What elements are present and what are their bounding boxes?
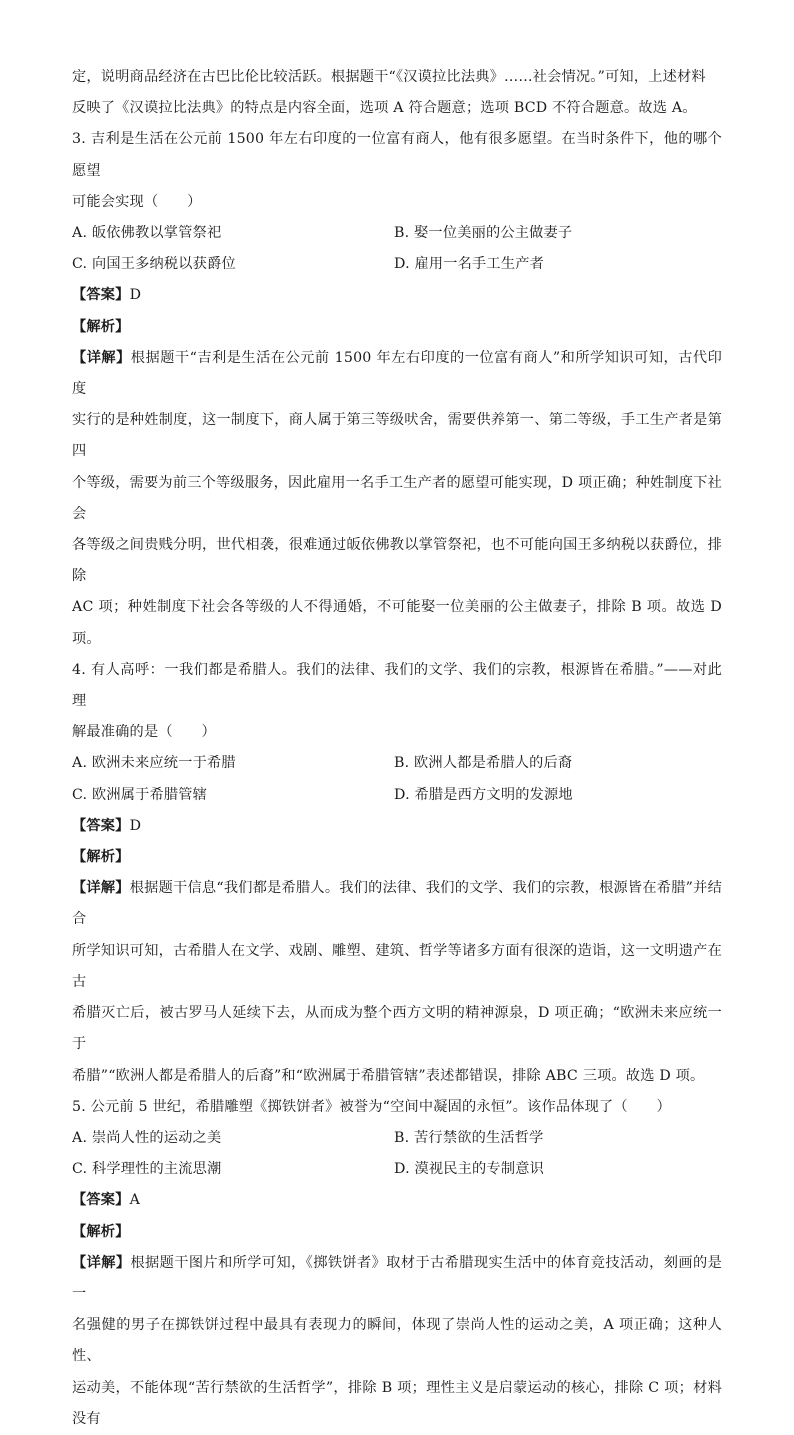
answer-value: D [129, 287, 142, 304]
detail-text: 根据题干信息“我们都是希腊人。我们的法律、我们的文学、我们的宗教，根源皆在希腊”并结合 [72, 880, 722, 928]
analysis-tag: 【解析】 [72, 1223, 130, 1240]
analysis-line [72, 1217, 722, 1248]
option-d: D. 雇用一名手工生产者 [394, 256, 544, 273]
detail-line: AC 项；种姓制度下社会各等级的人不得通婚，不可能娶一位美丽的公主做妻子，排除 B 项。故选 D 项。 [72, 599, 722, 647]
option-c: C. 向国王多纳税以获爵位 [72, 256, 236, 273]
question-stem: 5. 公元前 5 世纪，希腊雕塑《掷铁饼者》被誉为“空间中凝固的永恒”。该作品体现了（ ） [72, 1098, 671, 1115]
options-grid [72, 748, 722, 810]
question-stem: 可能会实现（ ） [72, 193, 202, 210]
intro-line: 定，说明商品经济在古巴比伦比较活跃。根据题干“《汉谟拉比法典》……社会情况。”可知，上述材料 [72, 69, 706, 85]
answer-line [72, 811, 722, 842]
question-stem: 3. 吉利是生活在公元前 1500 年左右印度的一位富有商人，他有很多愿望。在当时条件下，他的哪个愿望 [72, 131, 722, 179]
answer-tag: 【答案】 [72, 817, 130, 834]
option-d: D. 希腊是西方文明的发源地 [394, 786, 573, 803]
detail-line [72, 343, 722, 405]
detail-text: 根据题干图片和所学可知，《掷铁饼者》取材于古希腊现实生活中的体育竞技活动，刻画的是一 [72, 1254, 722, 1302]
detail-tag: 【详解】 [72, 880, 130, 897]
answer-value: D [129, 817, 142, 834]
question-stem: 解最准确的是（ ） [72, 724, 216, 741]
question-4 [72, 655, 722, 1092]
option-b: B. 欧洲人都是希腊人的后裔 [394, 755, 573, 772]
detail-line: 运动美，不能体现“苦行禁欲的生活哲学”，排除 B 项；理性主义是启蒙运动的核心，排除 C 项；材料没有 [72, 1379, 722, 1427]
detail-line: 希腊”“欧洲人都是希腊人的后裔”和“欧洲属于希腊管辖”表述都错误，排除 ABC 三项。故选 D 项。 [72, 1067, 705, 1084]
option-b: B. 苦行禁欲的生活哲学 [394, 1129, 544, 1146]
option-a: A. 皈依佛教以掌管祭祀 [72, 225, 222, 242]
option-c: C. 欧洲属于希腊管辖 [72, 786, 208, 803]
answer-value: A [129, 1192, 141, 1209]
answer-line [72, 280, 722, 311]
detail-tag: 【详解】 [72, 1254, 131, 1271]
detail-text: 根据题干“吉利是生活在公元前 1500 年左右印度的一位富有商人”和所学知识可知，古代印度 [72, 349, 722, 398]
question-3 [72, 124, 722, 654]
answer-tag: 【答案】 [72, 1192, 130, 1209]
option-a: A. 欧洲未来应统一于希腊 [72, 755, 236, 772]
options-grid [72, 1123, 722, 1185]
question-5 [72, 1092, 722, 1435]
detail-line: 所学知识可知，古希腊人在文学、戏剧、雕塑、建筑、哲学等诸多方面有很深的造诣，这一文明遗产在古 [72, 942, 722, 990]
detail-tag: 【详解】 [72, 349, 131, 366]
options-grid [72, 218, 722, 280]
detail-line: 各等级之间贵贱分明，世代相袭，很难通过皈依佛教以掌管祭祀，也不可能向国王多纳税以获爵位，排除 [72, 537, 722, 585]
analysis-tag: 【解析】 [72, 849, 130, 866]
question-stem: 4. 有人高呼：一我们都是希腊人。我们的法律、我们的文学、我们的宗教，根源皆在希腊。”——对此理 [72, 661, 722, 710]
detail-line: 个等级，需要为前三个等级服务，因此雇用一名手工生产者的愿望可能实现，D 项正确；种姓制度下社会 [72, 474, 722, 522]
option-d: D. 漠视民主的专制意识 [394, 1161, 544, 1178]
detail-line [72, 873, 722, 935]
intro-line: 反映了《汉谟拉比法典》的特点是内容全面，选项 A 符合题意；选项 BCD 不符合题意。故选 A。 [72, 100, 697, 117]
answer-tag: 【答案】 [72, 287, 130, 304]
detail-line: 实行的是种姓制度，这一制度下，商人属于第三等级吠舍，需要供养第一、第二等级，手工生产者是第四 [72, 412, 722, 460]
detail-line [72, 1248, 722, 1310]
document-page [72, 62, 722, 1435]
option-a: A. 崇尚人性的运动之美 [72, 1129, 222, 1146]
option-b: B. 娶一位美丽的公主做妻子 [394, 225, 573, 242]
analysis-line [72, 842, 722, 873]
detail-line: 希腊灭亡后，被古罗马人延续下去，从而成为整个西方文明的精神源泉，D 项正确；“欧洲未来应统一于 [72, 1005, 722, 1053]
detail-line: 名强健的男子在掷铁饼过程中最具有表现力的瞬间，体现了崇尚人性的运动之美，A 项正确；这种人性、 [72, 1317, 722, 1365]
analysis-line [72, 312, 722, 343]
answer-line [72, 1185, 722, 1216]
option-c: C. 科学理性的主流思潮 [72, 1161, 222, 1178]
analysis-tag: 【解析】 [72, 318, 130, 335]
